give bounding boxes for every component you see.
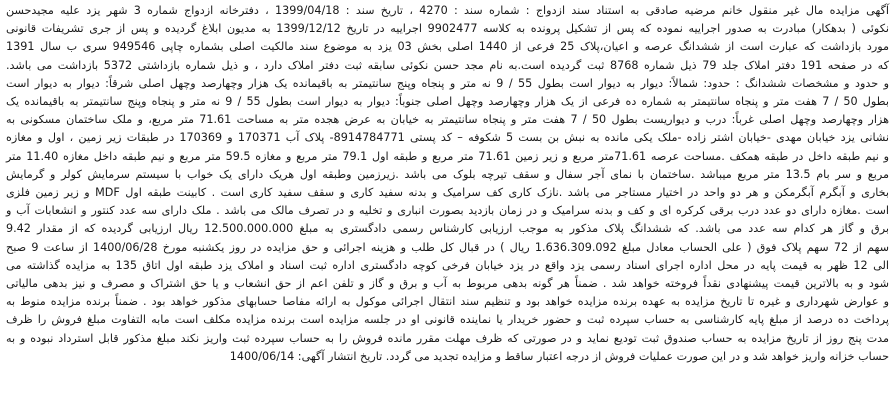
notice-line-5: و حدود و مشخصات ششدانگ : حدود: شمالاً: دیوار به دیوار است بطول 55 / 9 نه متر و پنجاه وپنج سانتیمتر به باقیمانده یک هزار وچهارصد وچهل اصلی شرقاً: دیوار به دیوار است [6, 76, 889, 90]
notice-line-20: حساب خزانه واریز خواهد شد و در این صورت عملیات فروش از درجه اعتبار ساقط و مزایده تجدید می گردد. تاریخ انتشار آگهی: 1400/06/14 [229, 349, 889, 363]
notice-line-7: هزار وچهارصد وچهل اصلی غرباً: درب و دیواریست بطول 50 / 7 هفت متر و پنجاه سانتیمتر به خیابان به عرض هجده متر به مساحت 71.61 متر مربع، و ملک ساختمان مسکونی به [6, 113, 890, 127]
notice-line-10: مربع و سر بام 13.5 متر مربع میباشد .ساختمان با نمای آجر سفال و سقف تیرچه بلوک می باشد .زیرزمین وطبقه اول هریک دارای یک خواب با سیستم سرمایش کولر و گرمایش [6, 167, 889, 181]
notice-line-16: شود و به بالاترین قیمت پیشنهادی نقداً فروخته خواهد شد . ضمناً هر گونه بدهی مربوط به آب و برق و گاز و تلفن اعم از حق انشعاب و یا حق اشتراک و مصرف و نیز بدهی مالیاتی [6, 277, 889, 291]
notice-line-19: مدت پنج روز از تاریخ مزایده به حساب صندوق ثبت تودیع نماید و در صورتی که ظرف مهلت مقرر مانده فروش را به حساب سپرده ثبت واریز نکند مبلغ مذکور قابل استرداد نبوده و به [6, 331, 889, 345]
notice-line-11: بخاری و آبگرم آبگرمکن و هر دو واحد در اختیار مستاجر می باشد .نازک کاری کف سرامیک و بدنه سفید کاری و سقف سفید کاری است . کابینت طبقه اول MDF و زیر زمین فلزی [6, 186, 889, 200]
notice-line-17: و عوارض شهرداری و غیره تا تاریخ مزایده به عهده برنده مزایده خواهد بود و تنظیم سند انتقال اجرائی موکول به ارائه مفاصا حسابهای مذکور خواهد بود . ضمناً برنده مزایده منوط به [6, 295, 889, 309]
notice-line-8: نشانی یزد خیابان مهدی -خیابان اشتر زاده -ملک یکی مانده به نبش بن بست 5 شکوفه – کد پستی 8914784771- پلاک آب 170371 و 170369 در طبقات زیر زمین ، اول و مغازه [6, 131, 890, 145]
notice-line-12: است .مغازه دارای دو عدد درب برقی کرکره ای و کف و بدنه سرامیک و در زمان بازدید بصورت انباری و تخلیه و در تصرف مالک می باشد . ملک دارای سه عدد کنتور و انشعابات آب و [6, 204, 889, 218]
notice-line-13: برق و گاز هر کدام سه عدد می باشد. که ششدانگ پلاک مذکور به موجب ارزیابی کارشناس رسمی دادگستری به مبلغ 12.500.000.000 ریال ارزیابی گردیده که از مقدار 9.42 [6, 222, 889, 236]
notice-line-3: مورد بازداشت که عبارت است از ششدانگ عرصه و اعیان،پلاک 25 فرعی از 1440 اصلی بخش 03 یزد به موضوع سند مالکیت اصلی بشماره چاپی 949546 سری ب سال 1391 [6, 40, 890, 54]
notice-line-4: که در صفحه 191 دفتر املاک جلد 79 ذیل شماره 8768 ثبت گردیده است.به نام مجد حسن نکوئی سابقه ثبت دفتر املاک دارد ، و ذیل شماره بازداشتی 5372 بازداشت می باشد. [6, 58, 889, 72]
notice-line-15: الی 12 ظهر به قیمت پایه در محل اداره اجرای اسناد رسمی یزد واقع در یزد خیابان فرخی کوچه دادگستری اداره ثبت اسناد و املاک یزد طبقه اول اتاق 135 به مزایده گذاشته می [6, 258, 889, 272]
notice-line-1: آگهی مزایده مال غیر منقول خانم مرضیه صادقی به استناد سند ازدواج : شماره سند : 4270 ، تاریخ سند : 1399/04/18 ، دفترخانه ازدواج شماره 3 شهر یزد علیه مجیدحسن [6, 4, 889, 17]
notice-line-9: و نیم طبقه داخل در طبقه همکف .مساحت عرصه 71.61متر مربع و زیر زمین 71.61 متر مربع و طبقه اول 79.1 متر مربع و مغازه 59.5 متر مربع و نیم طبقه داخل مغازه 11.40 متر [6, 149, 889, 163]
notice-line-14: سهم از 72 سهم پلاک فوق ( علی الحساب معادل مبلغ 1.636.309.092 ریال ) در قبال کل طلب و هزینه اجرائی و حق مزایده در روز یکشنبه مورخ 1400/06/28 از ساعت 9 صبح [6, 240, 890, 254]
notice-line-18: پرداخت ده درصد از مبلغ پایه کارشناسی به حساب سپرده ثبت و حضور خریدار یا نماینده قانونی او در جلسه مزایده است برنده مزایده مکلف است مابه التفاوت مبلغ فروش را ظرف [6, 313, 889, 327]
notice-line-6: بطول 50 / 7 هفت متر و پنجاه سانتیمتر به شماره ده فرعی از یک هزار وچهارصد وچهل اصلی جنوباً: دیوار به دیوار است بطول 55 / 9 نه متر و پنجاه وپنج سانتیمتر به باقیمانده یک [6, 95, 889, 109]
notice-line-2: نکوئی ( بدهکار) مبادرت به صدور اجراییه نموده که پس از تشکیل پرونده به کلاسه 9902477 اجراییه در تاریخ 1399/12/12 به مدیون ابلاغ گردیده و پس از جری تشریفات قانونی [6, 22, 889, 36]
